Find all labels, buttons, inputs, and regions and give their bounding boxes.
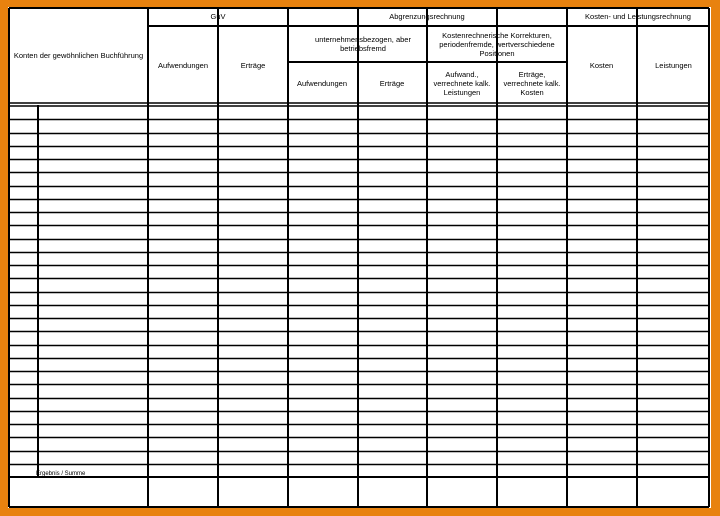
header-unternehmensbezogen: unternehmensbezogen, aber betriebsfremd <box>315 35 411 53</box>
header-abgrenzung: Abgrenzungsrechnung <box>389 12 465 21</box>
accounting-sheet <box>8 7 711 508</box>
header-guv-aufwendungen: Aufwendungen <box>157 61 209 70</box>
header-kr-aufwand: Aufwand., verrechnete kalk. Leistungen <box>433 70 491 97</box>
sum-row-label: Ergebnis / Summe <box>36 471 86 477</box>
header-guv-ertraege: Erträge <box>240 61 266 70</box>
header-guv: GuV <box>210 12 226 21</box>
header-kr-ertraege: Erträge, verrechnete kalk. Kosten <box>503 70 561 97</box>
header-accounts: Konten der gewöhnlichen Buchführung <box>13 51 144 60</box>
header-leistungen: Leistungen <box>655 61 692 70</box>
header-ub-aufwendungen: Aufwendungen <box>296 79 348 88</box>
header-ub-ertraege: Erträge <box>379 79 405 88</box>
header-kosten: Kosten <box>589 61 614 70</box>
header-klr: Kosten- und Leistungsrechnung <box>585 12 691 21</box>
header-kostenrechnerisch: Kostenrechnerische Korrekturen, periodenfremde, wertverschiedene Positionen <box>439 30 555 58</box>
